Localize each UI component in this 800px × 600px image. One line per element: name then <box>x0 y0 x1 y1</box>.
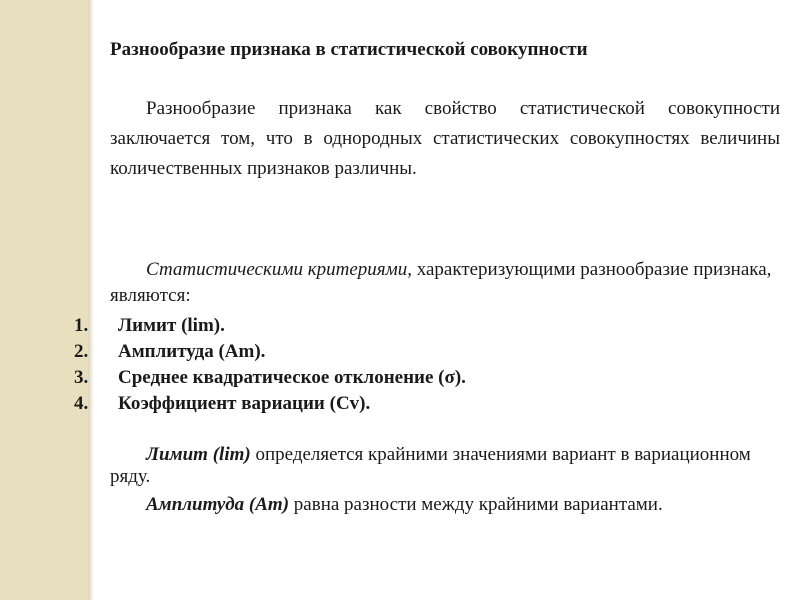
criteria-intro <box>110 257 780 309</box>
list-item <box>74 313 774 339</box>
list-item-text: Амплитуда (Am). <box>118 341 266 362</box>
limit-definition-text: определяется крайними значениями вариант в вариационном ряду. <box>110 444 751 487</box>
decorative-left-band <box>0 0 88 600</box>
limit-definition <box>110 444 780 488</box>
list-item <box>74 365 774 391</box>
decorative-band-edge <box>88 0 94 600</box>
slide-content <box>74 0 790 600</box>
list-item <box>74 391 774 417</box>
criteria-list <box>74 313 774 417</box>
list-item <box>74 339 774 365</box>
amplitude-definition <box>110 494 780 516</box>
list-item-number: 3. <box>74 367 89 388</box>
amplitude-term: Амплитуда (Am) <box>146 494 290 515</box>
criteria-lead-italic: Статистическими критериями, <box>146 259 412 280</box>
list-item-text: Коэффициент вариации (Cv). <box>118 393 371 414</box>
list-item-text: Среднее квадратическое отклонение (σ). <box>118 367 466 388</box>
list-item-number: 1. <box>74 315 89 336</box>
intro-paragraph: Разнообразие признака как свойство статистической совокупности заключается том, что в однородных статистических совокупностях величины количественных признаков различны. <box>110 98 780 179</box>
limit-term: Лимит (lim) <box>146 444 251 465</box>
list-item-number: 2. <box>74 341 89 362</box>
list-item-text: Лимит (lim). <box>118 315 225 336</box>
list-item-number: 4. <box>74 393 89 414</box>
criteria-lead-rest: характеризующими разнообразие признака, являются: <box>110 259 772 306</box>
amplitude-definition-text: равна разности между крайними вариантами. <box>289 494 663 515</box>
slide-title: Разнообразие признака в статистической совокупности <box>110 39 588 60</box>
